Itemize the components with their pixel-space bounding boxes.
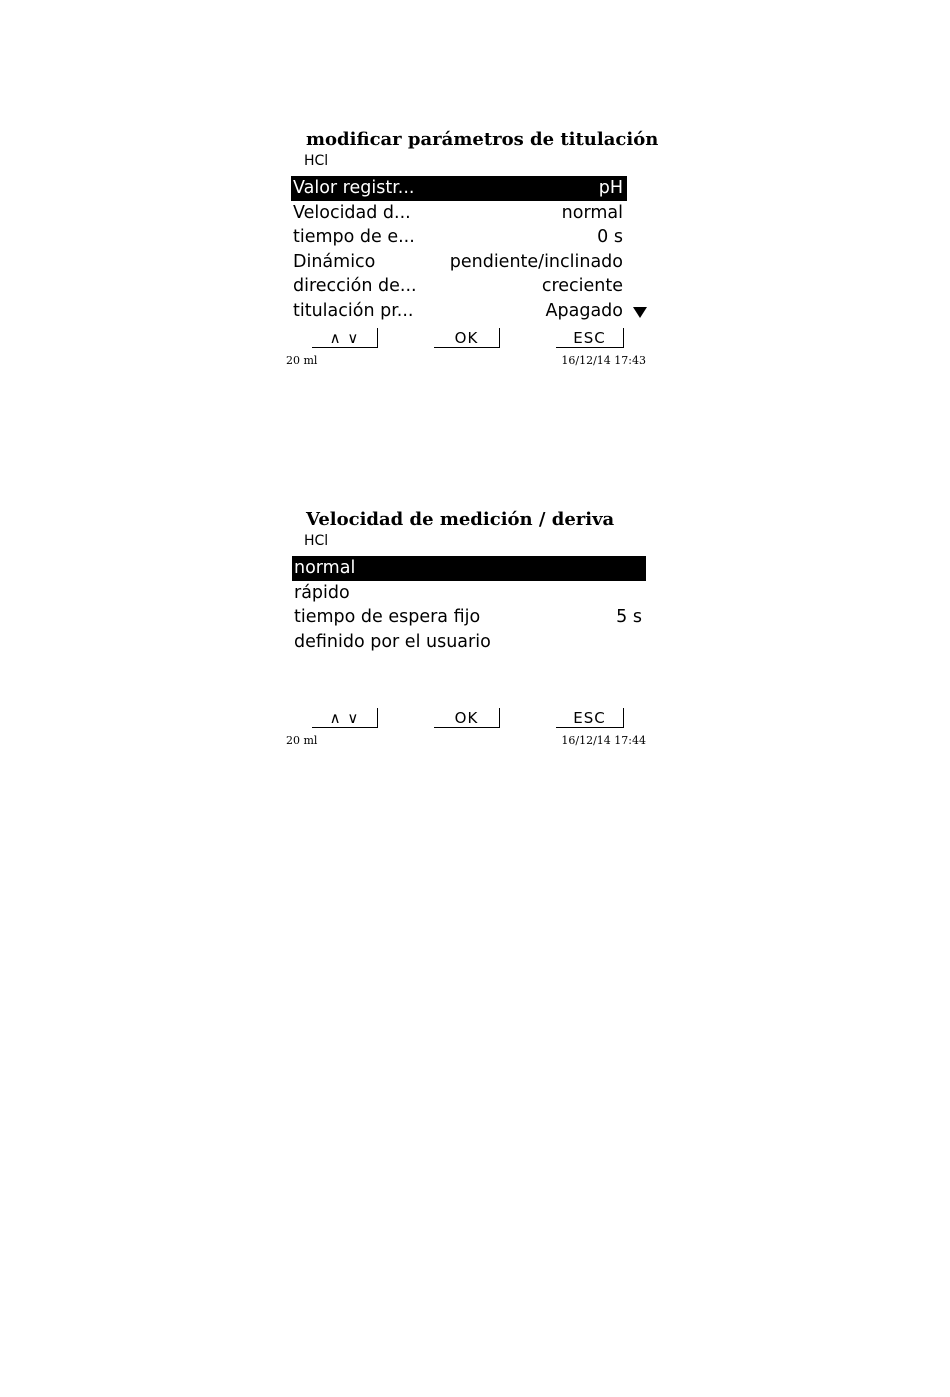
softkey-bar — [286, 328, 648, 350]
list-item-value: 5 s — [616, 607, 642, 627]
method-name: HCl — [304, 153, 329, 169]
parameter-list — [291, 176, 627, 323]
screen-title: modificar parámetros de titulación — [306, 129, 659, 150]
method-name: HCl — [304, 533, 329, 549]
date-time: 16/12/14 17:43 — [561, 354, 646, 367]
list-item-normal[interactable] — [292, 556, 646, 581]
list-item-label: titulación pr... — [293, 300, 414, 321]
list-item-direction[interactable] — [291, 274, 627, 299]
date-time: 16/12/14 17:44 — [561, 734, 646, 747]
ok-button[interactable]: OK — [434, 708, 500, 728]
list-item-label: tiempo de e... — [293, 227, 415, 247]
list-item-measurement-speed[interactable] — [291, 201, 627, 226]
ok-button[interactable]: OK — [434, 328, 500, 348]
list-item-value: 0 s — [597, 227, 623, 247]
status-bar — [286, 354, 648, 368]
list-item-label: definido por el usuario — [294, 631, 491, 652]
list-item-value: pendiente/inclinado — [449, 251, 623, 272]
list-item-user-defined[interactable] — [292, 630, 646, 655]
list-item-label: Velocidad d... — [293, 202, 411, 223]
up-down-button[interactable]: ∧ ∨ — [312, 328, 378, 348]
list-item-value: pH — [598, 178, 623, 198]
list-item-dynamic[interactable] — [291, 250, 627, 275]
list-item-value: normal — [561, 202, 623, 223]
list-item-value: Apagado — [545, 300, 623, 321]
scroll-down-arrow-icon[interactable] — [633, 307, 647, 318]
burette-volume: 20 ml — [286, 354, 318, 367]
esc-button[interactable]: ESC — [556, 328, 624, 348]
softkey-bar — [286, 708, 648, 730]
speed-option-list — [292, 556, 646, 654]
list-item-label: Valor registr... — [293, 178, 415, 198]
list-item-label: normal — [294, 558, 356, 578]
list-item-recorded-value[interactable] — [291, 176, 627, 201]
list-item-label: rápido — [294, 582, 350, 603]
status-bar — [286, 734, 648, 748]
up-down-button[interactable]: ∧ ∨ — [312, 708, 378, 728]
list-item-label: dirección de... — [293, 276, 417, 296]
list-item-fast[interactable] — [292, 581, 646, 606]
burette-volume: 20 ml — [286, 734, 318, 747]
esc-button[interactable]: ESC — [556, 708, 624, 728]
list-item-label: tiempo de espera fijo — [294, 607, 481, 627]
list-item-pre-titration[interactable] — [291, 299, 627, 324]
list-item-value: creciente — [541, 276, 623, 296]
list-item-fixed-wait-time[interactable] — [292, 605, 646, 630]
list-item-label: Dinámico — [293, 251, 376, 272]
screen-title: Velocidad de medición / deriva — [306, 509, 615, 530]
list-item-wait-time[interactable] — [291, 225, 627, 250]
